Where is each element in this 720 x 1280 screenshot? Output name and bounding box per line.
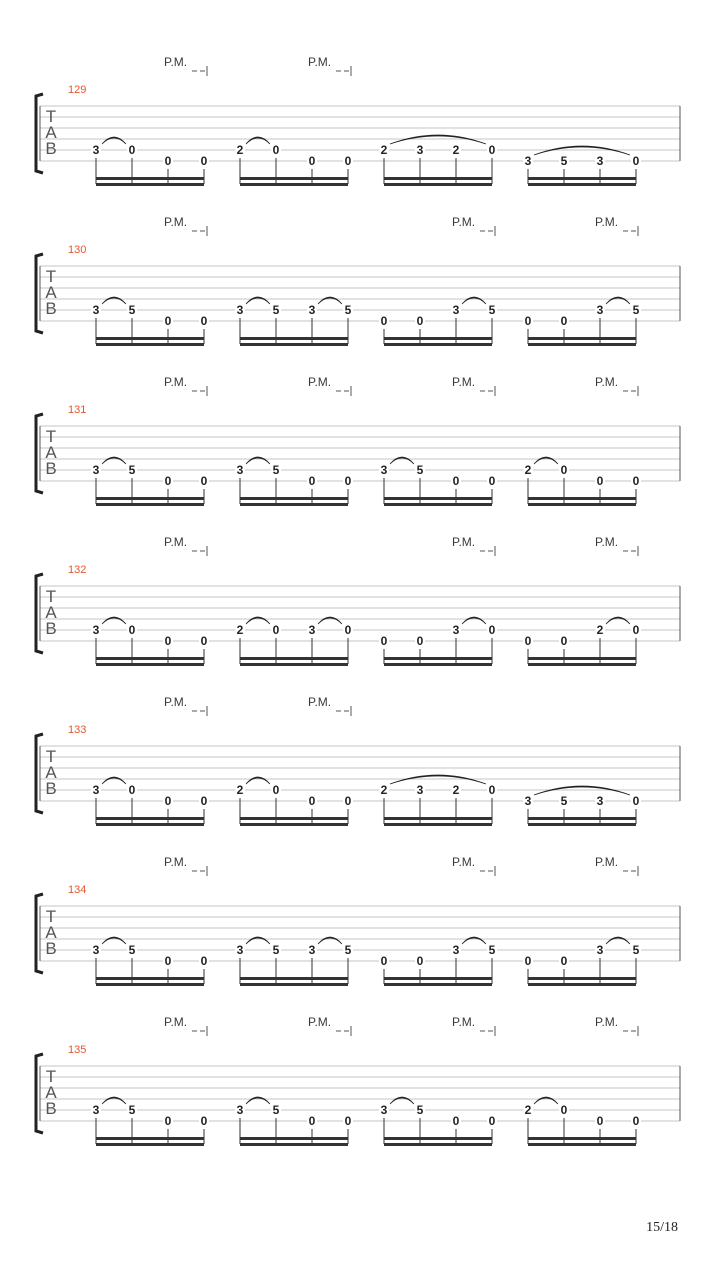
palm-mute-marking: [595, 375, 638, 396]
beam-primary: [528, 497, 636, 500]
tab-clef-letter: A: [45, 603, 57, 622]
fret-number: 0: [308, 1114, 316, 1128]
tab-system-131: [36, 375, 680, 506]
beam-primary: [384, 497, 492, 500]
beam-secondary: [528, 343, 636, 346]
tie-arc: [102, 937, 126, 944]
palm-mute-marking: [452, 215, 495, 236]
fret-number: 5: [416, 463, 424, 477]
fret-number: 0: [632, 1114, 640, 1128]
beam-secondary: [96, 503, 204, 506]
palm-mute-label: P.M.: [308, 55, 332, 69]
measure-number: 130: [68, 244, 87, 256]
beam-secondary: [528, 983, 636, 986]
fret-number: 3: [308, 623, 316, 637]
tab-system-130: [36, 215, 680, 346]
tab-clef-letter: B: [45, 939, 57, 958]
measure-number: 135: [68, 1044, 87, 1056]
palm-mute-label: P.M.: [595, 215, 619, 229]
palm-mute-marking: [308, 55, 351, 76]
fret-number: 2: [236, 143, 244, 157]
fret-number: 5: [560, 794, 568, 808]
fret-number: 3: [308, 303, 316, 317]
tab-system-129: [36, 55, 680, 186]
palm-mute-label: P.M.: [308, 1015, 332, 1029]
fret-number: 3: [236, 1103, 244, 1117]
fret-number: 0: [452, 474, 460, 488]
beam-primary: [96, 657, 204, 660]
palm-mute-marking: [164, 215, 207, 236]
tab-system-135: [36, 1015, 680, 1146]
beam-secondary: [384, 343, 492, 346]
fret-number: 0: [488, 1114, 496, 1128]
tie-arc: [246, 457, 270, 464]
beam-secondary: [528, 503, 636, 506]
fret-number: 0: [272, 783, 280, 797]
beam-primary: [240, 177, 348, 180]
fret-number: 0: [200, 954, 208, 968]
tab-system-134: [36, 855, 680, 986]
fret-number: 0: [488, 143, 496, 157]
palm-mute-label: P.M.: [164, 1015, 188, 1029]
palm-mute-label: P.M.: [164, 55, 188, 69]
beam-secondary: [96, 343, 204, 346]
fret-number: 3: [236, 463, 244, 477]
palm-mute-label: P.M.: [308, 695, 332, 709]
tab-clef-letter: T: [45, 1067, 57, 1086]
tie-arc: [318, 937, 342, 944]
fret-number: 0: [164, 154, 172, 168]
fret-number: 0: [596, 1114, 604, 1128]
fret-number: 0: [200, 1114, 208, 1128]
beam-primary: [528, 337, 636, 340]
fret-number: 5: [488, 303, 496, 317]
tie-arc: [606, 617, 630, 624]
palm-mute-marking: [164, 55, 207, 76]
fret-number: 2: [452, 783, 460, 797]
tab-clef-letter: A: [45, 123, 57, 142]
palm-mute-marking: [452, 855, 495, 876]
fret-number: 0: [344, 474, 352, 488]
palm-mute-label: P.M.: [595, 1015, 619, 1029]
tab-clef-letter: A: [45, 1083, 57, 1102]
fret-number: 5: [272, 303, 280, 317]
fret-number: 0: [524, 954, 532, 968]
beam-primary: [528, 657, 636, 660]
fret-number: 0: [308, 474, 316, 488]
fret-number: 0: [164, 634, 172, 648]
fret-number: 0: [524, 314, 532, 328]
fret-number: 5: [344, 303, 352, 317]
beam-primary: [528, 1137, 636, 1140]
beam-primary: [96, 337, 204, 340]
tie-arc: [246, 297, 270, 304]
tab-clef-letter: A: [45, 283, 57, 302]
fret-number: 3: [92, 1103, 100, 1117]
fret-number: 3: [596, 154, 604, 168]
tie-arc: [102, 297, 126, 304]
beam-secondary: [240, 823, 348, 826]
fret-number: 3: [92, 303, 100, 317]
tie-arc: [462, 937, 486, 944]
fret-number: 0: [560, 634, 568, 648]
beam-secondary: [384, 823, 492, 826]
fret-number: 3: [92, 143, 100, 157]
tie-arc: [606, 937, 630, 944]
fret-number: 0: [416, 314, 424, 328]
fret-number: 0: [308, 154, 316, 168]
beam-secondary: [240, 183, 348, 186]
palm-mute-label: P.M.: [595, 535, 619, 549]
palm-mute-label: P.M.: [452, 375, 476, 389]
palm-mute-marking: [164, 855, 207, 876]
fret-number: 2: [236, 783, 244, 797]
beam-secondary: [528, 183, 636, 186]
palm-mute-label: P.M.: [452, 535, 476, 549]
palm-mute-marking: [595, 535, 638, 556]
fret-number: 0: [560, 463, 568, 477]
beam-secondary: [240, 663, 348, 666]
fret-number: 5: [560, 154, 568, 168]
beam-primary: [384, 177, 492, 180]
measure-number: 132: [68, 564, 87, 576]
beam-primary: [528, 977, 636, 980]
measure-number: 134: [68, 884, 87, 896]
fret-number: 0: [200, 794, 208, 808]
fret-number: 0: [380, 314, 388, 328]
fret-number: 0: [308, 794, 316, 808]
fret-number: 0: [128, 623, 136, 637]
palm-mute-marking: [164, 375, 207, 396]
fret-number: 0: [380, 634, 388, 648]
fret-number: 0: [200, 314, 208, 328]
tab-clef-letter: T: [45, 267, 57, 286]
tie-arc: [246, 937, 270, 944]
tab-system-133: [36, 695, 680, 826]
fret-number: 3: [380, 1103, 388, 1117]
tab-clef-letter: A: [45, 443, 57, 462]
beam-secondary: [240, 1143, 348, 1146]
palm-mute-label: P.M.: [308, 375, 332, 389]
fret-number: 0: [488, 474, 496, 488]
fret-number: 5: [488, 943, 496, 957]
fret-number: 5: [128, 1103, 136, 1117]
beam-primary: [384, 817, 492, 820]
tie-arc: [246, 137, 270, 144]
tie-arc: [318, 617, 342, 624]
tab-clef-letter: B: [45, 139, 57, 158]
tab-clef-letter: B: [45, 779, 57, 798]
palm-mute-marking: [452, 535, 495, 556]
beam-secondary: [96, 823, 204, 826]
tab-clef-letter: A: [45, 923, 57, 942]
fret-number: 0: [164, 1114, 172, 1128]
palm-mute-marking: [452, 1015, 495, 1036]
tie-arc: [102, 457, 126, 464]
fret-number: 5: [416, 1103, 424, 1117]
fret-number: 0: [488, 783, 496, 797]
fret-number: 3: [92, 943, 100, 957]
palm-mute-marking: [595, 855, 638, 876]
tab-clef-letter: B: [45, 1099, 57, 1118]
fret-number: 0: [128, 143, 136, 157]
tie-arc: [246, 777, 270, 784]
fret-number: 5: [272, 1103, 280, 1117]
fret-number: 0: [164, 954, 172, 968]
measure-number: 129: [68, 84, 87, 96]
fret-number: 0: [344, 154, 352, 168]
beam-secondary: [528, 823, 636, 826]
fret-number: 2: [596, 623, 604, 637]
fret-number: 0: [200, 474, 208, 488]
tie-arc: [534, 1097, 558, 1104]
fret-number: 0: [380, 954, 388, 968]
palm-mute-label: P.M.: [164, 375, 188, 389]
beat-group: [523, 786, 641, 826]
beam-secondary: [96, 983, 204, 986]
fret-number: 0: [200, 634, 208, 648]
fret-number: 0: [128, 783, 136, 797]
beam-secondary: [384, 503, 492, 506]
fret-number: 0: [452, 1114, 460, 1128]
fret-number: 2: [524, 1103, 532, 1117]
fret-number: 0: [200, 154, 208, 168]
fret-number: 0: [560, 1103, 568, 1117]
fret-number: 3: [236, 943, 244, 957]
tie-arc: [462, 297, 486, 304]
tie-arc: [318, 297, 342, 304]
palm-mute-label: P.M.: [595, 855, 619, 869]
palm-mute-marking: [164, 535, 207, 556]
fret-number: 0: [164, 474, 172, 488]
palm-mute-marking: [308, 1015, 351, 1036]
tie-arc: [102, 137, 126, 144]
beam-primary: [240, 1137, 348, 1140]
fret-number: 3: [452, 623, 460, 637]
tie-arc: [102, 1097, 126, 1104]
palm-mute-label: P.M.: [164, 215, 188, 229]
palm-mute-marking: [452, 375, 495, 396]
beam-primary: [96, 1137, 204, 1140]
tie-arc: [606, 297, 630, 304]
fret-number: 2: [380, 783, 388, 797]
beam-primary: [240, 337, 348, 340]
tie-arc: [102, 777, 126, 784]
tie-arc: [462, 617, 486, 624]
tie-arc: [534, 457, 558, 464]
fret-number: 5: [128, 463, 136, 477]
beam-primary: [240, 497, 348, 500]
palm-mute-marking: [164, 695, 207, 716]
palm-mute-label: P.M.: [452, 855, 476, 869]
fret-number: 0: [272, 623, 280, 637]
beam-secondary: [384, 983, 492, 986]
fret-number: 3: [92, 783, 100, 797]
tab-clef-letter: A: [45, 763, 57, 782]
fret-number: 0: [560, 314, 568, 328]
beam-secondary: [384, 183, 492, 186]
fret-number: 3: [416, 143, 424, 157]
beam-primary: [240, 657, 348, 660]
palm-mute-label: P.M.: [452, 215, 476, 229]
fret-number: 3: [596, 943, 604, 957]
tab-system-132: [36, 535, 680, 666]
beat-group: [523, 146, 641, 186]
measure-number: 133: [68, 724, 87, 736]
fret-number: 0: [524, 634, 532, 648]
fret-number: 5: [128, 943, 136, 957]
beam-primary: [96, 497, 204, 500]
tie-arc: [246, 617, 270, 624]
fret-number: 2: [524, 463, 532, 477]
beam-secondary: [240, 503, 348, 506]
beam-primary: [528, 817, 636, 820]
fret-number: 0: [416, 634, 424, 648]
fret-number: 3: [380, 463, 388, 477]
fret-number: 3: [416, 783, 424, 797]
fret-number: 0: [596, 474, 604, 488]
page-number: 15/18: [646, 1220, 678, 1235]
fret-number: 0: [632, 154, 640, 168]
tie-arc: [390, 1097, 414, 1104]
fret-number: 0: [632, 794, 640, 808]
palm-mute-marking: [308, 375, 351, 396]
fret-number: 3: [596, 794, 604, 808]
palm-mute-marking: [164, 1015, 207, 1036]
beam-secondary: [96, 663, 204, 666]
beam-primary: [96, 177, 204, 180]
tab-clef-letter: B: [45, 459, 57, 478]
fret-number: 0: [272, 143, 280, 157]
fret-number: 0: [164, 794, 172, 808]
fret-number: 2: [380, 143, 388, 157]
beam-primary: [528, 177, 636, 180]
fret-number: 3: [236, 303, 244, 317]
palm-mute-label: P.M.: [164, 855, 188, 869]
tie-arc: [102, 617, 126, 624]
fret-number: 0: [344, 794, 352, 808]
fret-number: 0: [632, 474, 640, 488]
beam-secondary: [528, 1143, 636, 1146]
fret-number: 3: [92, 623, 100, 637]
fret-number: 0: [632, 623, 640, 637]
fret-number: 5: [272, 943, 280, 957]
fret-number: 5: [272, 463, 280, 477]
tie-arc: [246, 1097, 270, 1104]
fret-number: 0: [344, 1114, 352, 1128]
fret-number: 5: [344, 943, 352, 957]
beam-secondary: [96, 183, 204, 186]
palm-mute-label: P.M.: [164, 535, 188, 549]
fret-number: 5: [632, 303, 640, 317]
beam-secondary: [240, 343, 348, 346]
palm-mute-marking: [308, 695, 351, 716]
palm-mute-label: P.M.: [164, 695, 188, 709]
fret-number: 3: [524, 154, 532, 168]
measure-number: 131: [68, 404, 87, 416]
palm-mute-marking: [595, 1015, 638, 1036]
fret-number: 2: [452, 143, 460, 157]
tab-clef-letter: T: [45, 587, 57, 606]
beam-primary: [240, 817, 348, 820]
fret-number: 3: [308, 943, 316, 957]
fret-number: 0: [416, 954, 424, 968]
tab-clef-letter: T: [45, 747, 57, 766]
tab-clef-letter: T: [45, 907, 57, 926]
palm-mute-marking: [595, 215, 638, 236]
fret-number: 0: [164, 314, 172, 328]
fret-number: 2: [236, 623, 244, 637]
palm-mute-label: P.M.: [452, 1015, 476, 1029]
beam-primary: [384, 977, 492, 980]
beam-secondary: [240, 983, 348, 986]
fret-number: 5: [128, 303, 136, 317]
beam-primary: [96, 817, 204, 820]
beam-secondary: [96, 1143, 204, 1146]
palm-mute-label: P.M.: [595, 375, 619, 389]
fret-number: 5: [632, 943, 640, 957]
beam-primary: [240, 977, 348, 980]
fret-number: 3: [452, 303, 460, 317]
beam-secondary: [384, 1143, 492, 1146]
beam-secondary: [384, 663, 492, 666]
fret-number: 3: [524, 794, 532, 808]
fret-number: 0: [488, 623, 496, 637]
fret-number: 0: [560, 954, 568, 968]
tie-arc: [390, 457, 414, 464]
fret-number: 3: [452, 943, 460, 957]
tab-clef-letter: T: [45, 107, 57, 126]
beam-primary: [384, 1137, 492, 1140]
beam-primary: [384, 337, 492, 340]
fret-number: 0: [344, 623, 352, 637]
tab-clef-letter: B: [45, 299, 57, 318]
beam-primary: [384, 657, 492, 660]
fret-number: 3: [92, 463, 100, 477]
fret-number: 3: [596, 303, 604, 317]
tab-clef-letter: T: [45, 427, 57, 446]
beam-primary: [96, 977, 204, 980]
beam-secondary: [528, 663, 636, 666]
tab-clef-letter: B: [45, 619, 57, 638]
